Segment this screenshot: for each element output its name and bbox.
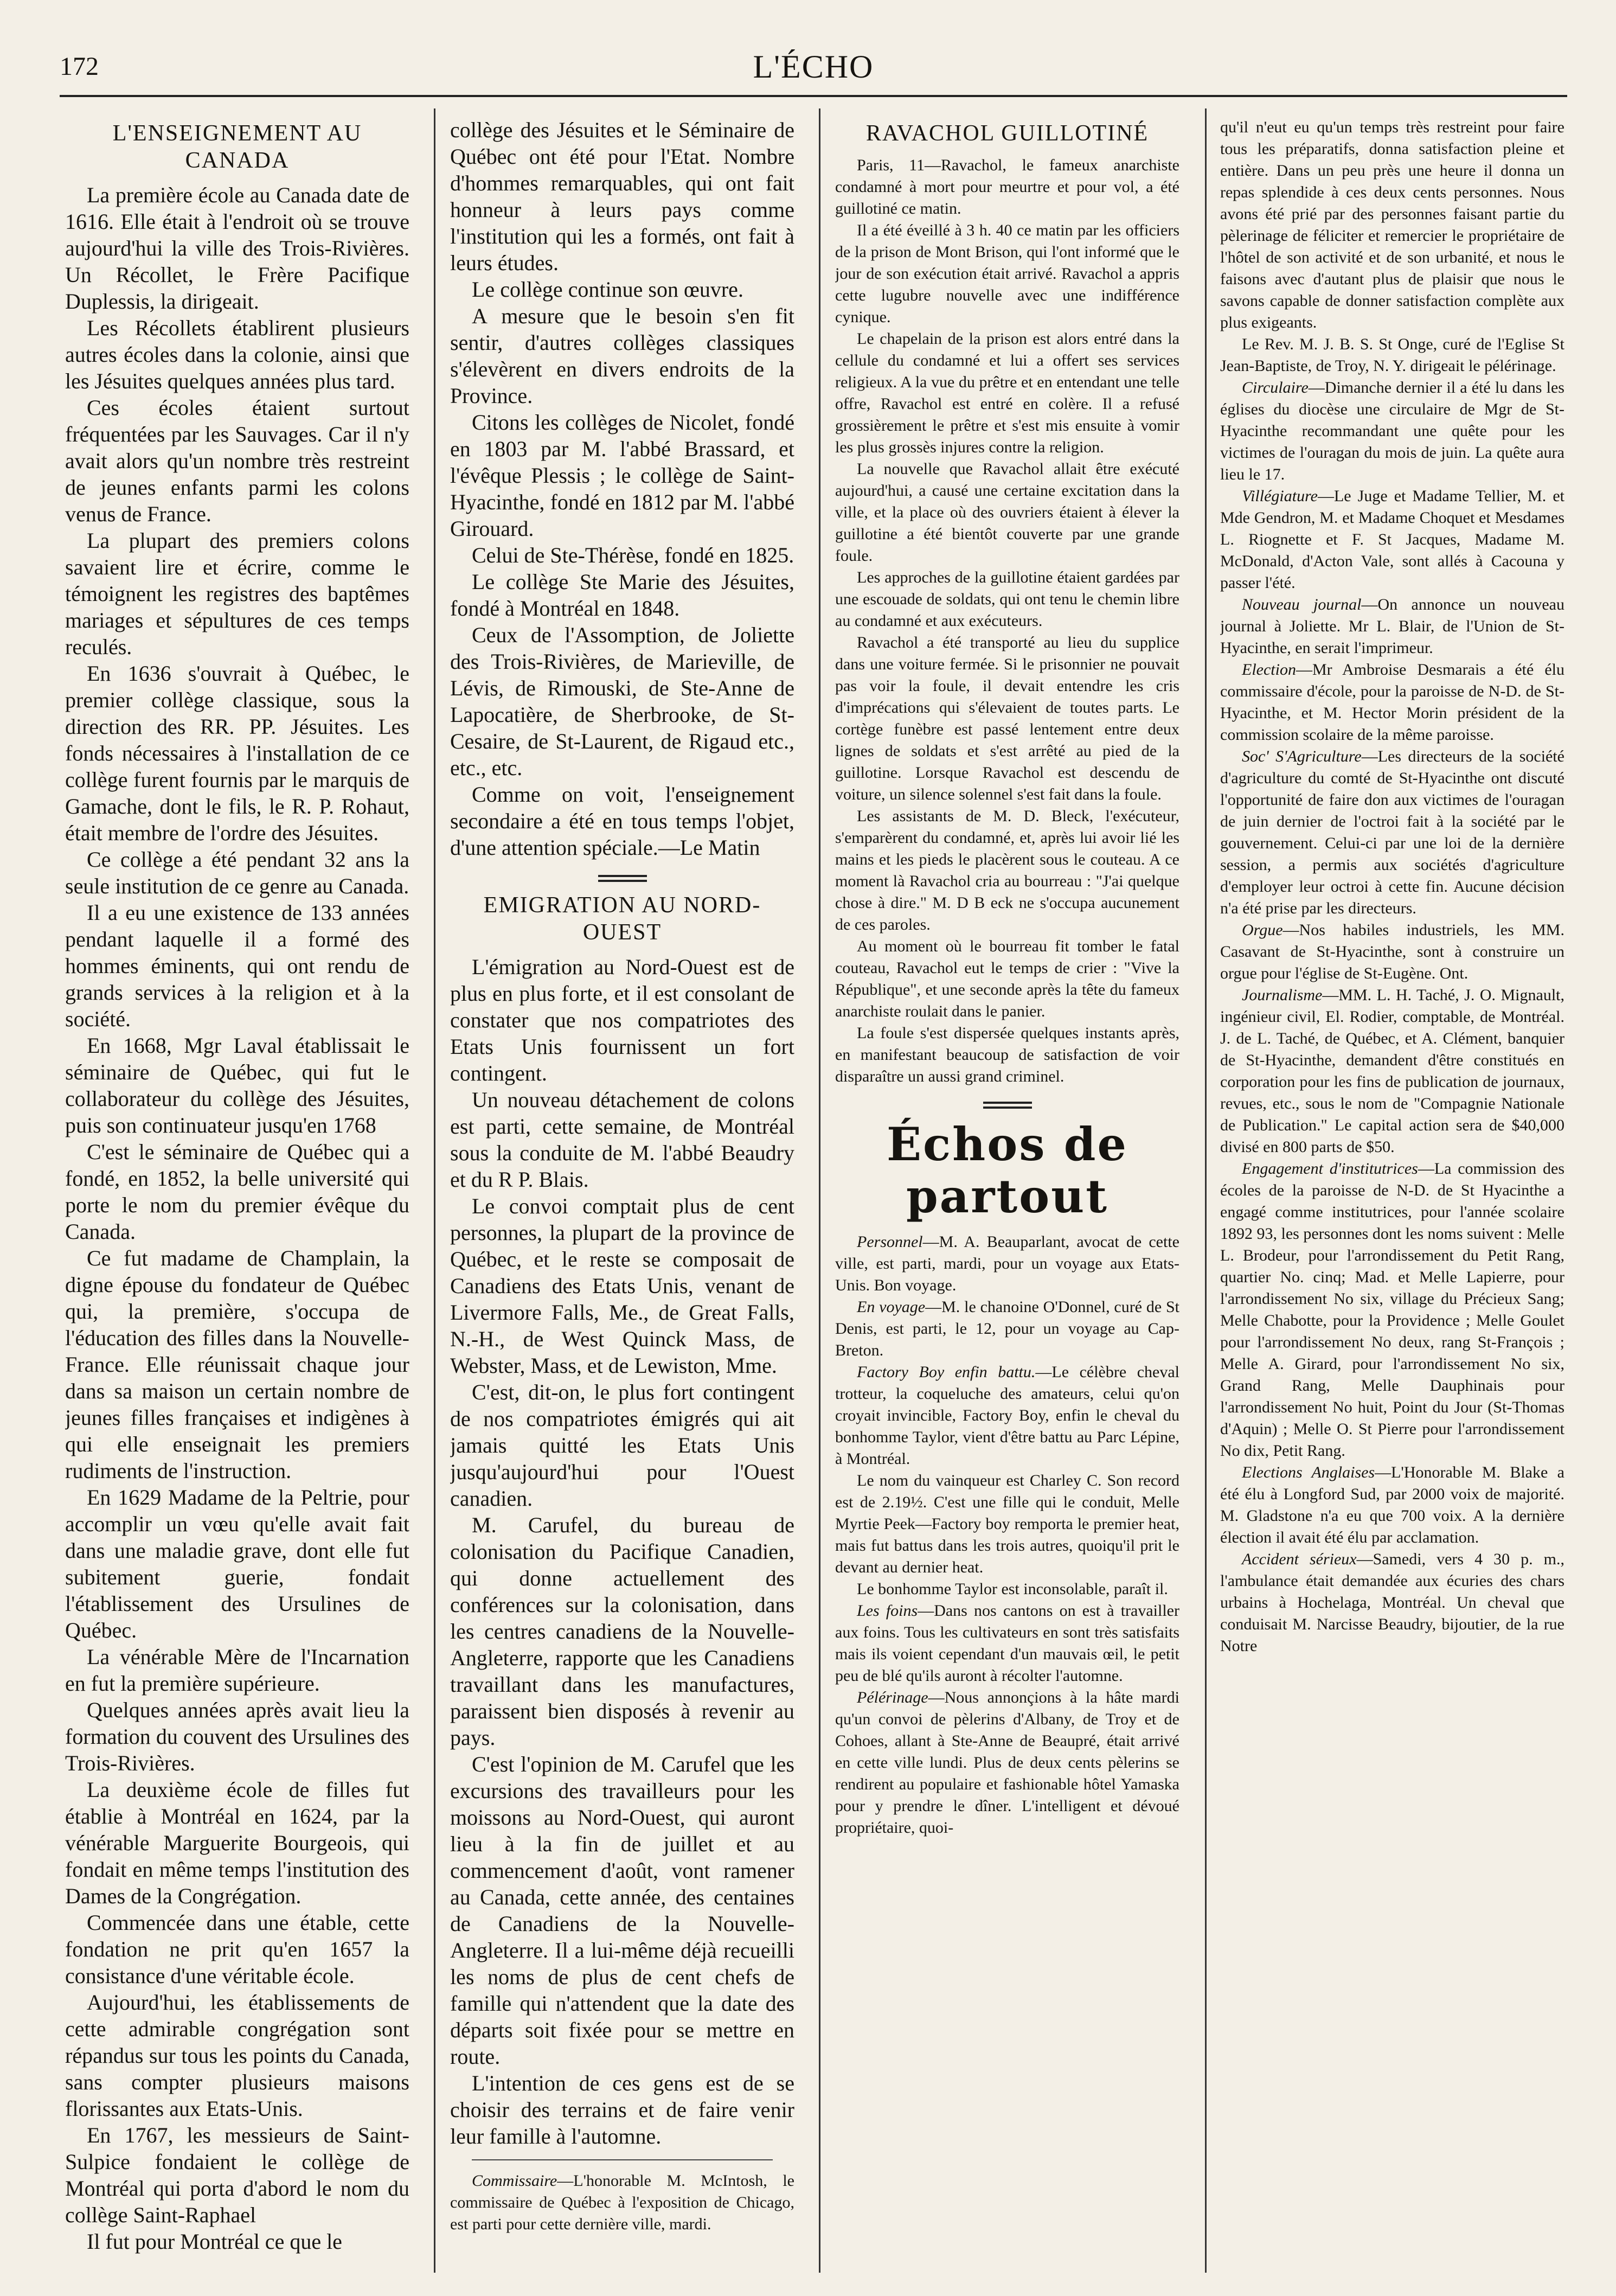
- paragraph: Citons les collèges de Nicolet, fondé en 1803 par M. l'abbé Brassard, et l'évêque Plessis ; le collège de Saint-Hyacinthe, fondé en 1812 par M. l'abbé Girouard.: [450, 410, 794, 541]
- item-lead: Orgue: [1242, 921, 1283, 939]
- item-lead: Accident sérieux: [1242, 1550, 1357, 1568]
- item-text: —Le célèbre cheval trotteur, la coqueluche des amateurs, celui qu'on croyait invincible, Factory Boy, enfin le cheval du bonhomme Taylor, vient d'être battu au Parc Lépine, à Montréal.: [835, 1363, 1179, 1468]
- paragraph: La vénérable Mère de l'Incarnation en fut la première supérieure.: [65, 1645, 409, 1696]
- news-item: [835, 1578, 1179, 1600]
- article-body: [65, 182, 409, 2255]
- column-rule: [1205, 108, 1207, 2273]
- news-item: [1220, 1158, 1564, 1462]
- paragraph: Ceux de l'Assomption, de Joliette des Trois-Rivières, de Marieville, de Lévis, de Rimouski, de Ste-Anne de Lapocatière, de Sherbrooke, de St-Cesaire, de St-Laurent, de Rigaud etc., etc., etc.: [450, 623, 794, 780]
- news-item: [1220, 117, 1564, 334]
- item-lead: Les foins: [857, 1602, 918, 1620]
- item-lead: Elections Anglaises: [1242, 1463, 1375, 1481]
- news-item: [1220, 984, 1564, 1158]
- paragraph: Ravachol a été transporté au lieu du supplice dans une voiture fermée. Si le prisonnier ne pouvait pas voir la foule, il devait entendre les cris d'imprécations qui s'élevaient de toutes parts. Le cortège funèbre est passé lentement entre deux lignes de soldats et s'est arrêté au pied de la guillotine. Lorsque Ravachol est descendu de voiture, un silence solennel s'est fait dans la foule.: [835, 634, 1179, 803]
- news-item: [1220, 919, 1564, 984]
- news-item: [1220, 485, 1564, 594]
- news-item: [835, 1231, 1179, 1296]
- item-lead: Journalisme: [1242, 986, 1323, 1004]
- news-item: [835, 1296, 1179, 1361]
- news-item: [1220, 1462, 1564, 1549]
- item-text: —Nos habiles industriels, les MM. Casavant de St-Hyacinthe, sont à construire un orgue pour l'église de St-Eugène. Ont.: [1220, 921, 1564, 982]
- paragraph: Ce fut madame de Champlain, la digne épouse du fondateur de Québec qui, la première, s'occupa de l'éducation des filles dans la Nouvelle-France. Elle réunissait chaque jour dans sa maison un certain nombre de jeunes filles françaises et indigènes à qui elle enseignait les premiers rudiments de l'instruction.: [65, 1246, 409, 1483]
- item-lead: Nouveau journal: [1242, 596, 1362, 613]
- news-item: [1220, 659, 1564, 746]
- news-item: [1220, 334, 1564, 377]
- paragraph: La deuxième école de filles fut établie à Montréal en 1624, par la vénérable Marguerite Bourgeois, qui fondait en même temps l'institution des Dames de la Congrégation.: [65, 1777, 409, 1908]
- item-lead: Soc' S'Agriculture: [1242, 747, 1362, 765]
- paragraph: Le collège continue son œuvre.: [472, 277, 743, 302]
- item-text: Le bonhomme Taylor est inconsolable, paraît il.: [857, 1580, 1168, 1598]
- news-item: [835, 1361, 1179, 1470]
- item-text: Le nom du vainqueur est Charley C. Son record est de 2.19½. C'est une fille qui le conduit, Melle Myrtie Peek—Factory boy remporta le premier heat, mais fut battus dans les trois autres, quoiqu'il prit le devant au dernier heat.: [835, 1472, 1179, 1576]
- column-2: [450, 117, 794, 2265]
- paragraph: Les Récollets établirent plusieurs autres écoles dans la colonie, ainsi que les Jésuites quelques années plus tard.: [65, 316, 409, 393]
- item-text: Le Rev. M. J. B. S. St Onge, curé de l'Eglise St Jean-Baptiste, de Troy, N. Y. dirigeait le pélérinage.: [1220, 335, 1564, 375]
- paragraph: Il a été éveillé à 3 h. 40 ce matin par les officiers de la prison de Mont Brison, qui l'ont informé que le jour de son exécution était arrivé. Ravachol a appris cette lugubre nouvelle avec une indifférence cynique.: [835, 221, 1179, 326]
- news-item: [1220, 377, 1564, 485]
- paragraph: La première école au Canada date de 1616. Elle était à l'endroit où se trouve aujourd'hui la ville des Trois-Rivières. Un Récollet, le Frère Pacifique Duplessis, la dirigeait.: [65, 183, 409, 314]
- item-lead: Factory Boy enfin battu.: [857, 1363, 1036, 1381]
- paragraph: Le convoi comptait plus de cent personnes, la plupart de la province de Québec, et le reste se composait de Canadiens des Etats Unis, venant de Livermore Falls, Me., de Great Falls, N.-H., de West Quinck Mass, de Webster, Mass, et de Lewiston, Mme.: [450, 1194, 794, 1378]
- item-text: —Nous annonçions à la hâte mardi qu'un convoi de pèlerins d'Albany, de Troy et de Cohoes, allant à Ste-Anne de Beaupré, était arrivé en cette ville lundi. Plus de deux cents pèlerins se rendirent au populaire et fashionable hôtel Yamaska pour y prendre le dîner. L'intelligent et dévoué propriétaire, quoi-: [835, 1689, 1179, 1837]
- item-lead: Pélérinage: [857, 1689, 928, 1706]
- paragraph: En 1767, les messieurs de Saint-Sulpice fondaient le collège de Montréal qui porta d'abord le nom du collège Saint-Raphael: [65, 2123, 409, 2227]
- item-text: —Dans nos cantons on est à travailler aux foins. Tous les cultivateurs en sont très satisfaits mais ils voient cependant d'un mauvais œil, le petit peu de blé qu'ils auront à récolter l'automne.: [835, 1602, 1179, 1685]
- item-lead: Engagement d'institutrices: [1242, 1160, 1418, 1178]
- article-title: L'ENSEIGNEMENT AU CANADA: [112, 121, 362, 173]
- item-text: —M. le chanoine O'Donnel, curé de St Denis, est parti, le 12, pour un voyage au Cap-Breton.: [835, 1298, 1179, 1359]
- paragraph: En 1668, Mgr Laval établissait le séminaire de Québec, qui fut le collaborateur du collège des Jésuites, puis son continuateur jusqu'en 1768: [65, 1033, 409, 1137]
- item-text: qu'il n'eut eu qu'un temps très restreint pour faire tous les préparatifs, donna satisfaction pleine et entière. Dans un peu près une heure il donna un repas splendide à ces deux cents personnes. Nous avons été prié par des personnes faisant partie du pèlerinage de féliciter et remercier le propriétaire de l'hôtel de son activité et de son urbanité, et nous le faisons avec d'autant plus de plaisir que nous le savons capable de donner satisfaction complète aux plus exigeants.: [1220, 118, 1564, 331]
- item-lead: Commissaire: [472, 2172, 557, 2190]
- article-title: RAVACHOL GUILLOTINÉ: [865, 121, 1149, 146]
- paragraph: Au moment où le bourreau fit tomber le fatal couteau, Ravachol eut le temps de crier : "Vive la République", et une seconde après la tête du fameux anarchiste roulait dans le panier.: [835, 937, 1179, 1020]
- paragraph: L'intention de ces gens est de se choisir des terrains et de faire venir leur famille à l'automne.: [450, 2071, 794, 2148]
- paragraph: En 1636 s'ouvrait à Québec, le premier collège classique, sous la direction des RR. PP. Jésuites. Les fonds nécessaires à l'installation de ce collège furent fournis par le marquis de Gamache, dont le fils, le R. P. Rohaut, était membre de l'ordre des Jésuites.: [65, 661, 409, 845]
- news-item: [835, 1687, 1179, 1839]
- column-rule: [434, 108, 435, 2273]
- item-lead: Personnel: [857, 1233, 923, 1251]
- article-title: EMIGRATION AU NORD-OUEST: [483, 893, 761, 945]
- news-item: [1220, 746, 1564, 919]
- section-title: Échos de partout: [887, 1117, 1128, 1223]
- item-text: —Samedi, vers 4 30 p. m., l'ambulance était demandée aux écuries des chars urbains à Hochelaga, Montréal. Un cheval que conduisait M. Narcisse Beaudry, bijoutier, de la rue Notre: [1220, 1550, 1564, 1655]
- item-text: —M. A. Beauparlant, avocat de cette ville, est parti, mardi, pour un voyage aux Etats-Unis. Bon voyage.: [835, 1233, 1179, 1294]
- item-lead: Circulaire: [1242, 379, 1309, 396]
- paragraph: Le chapelain de la prison est alors entré dans la cellule du condamné et lui a offert ses services religieux. A la vue du prêtre et en entendant une telle offre, Ravachol est entré en colère. Il a refusé grossièrement le prêtre et s'est mis ensuite à vomir les plus grossès injures contre la religion.: [835, 330, 1179, 456]
- article-body: [450, 117, 794, 861]
- paragraph: C'est le séminaire de Québec qui a fondé, en 1852, la belle université qui porte le nom du premier évêque du Canada.: [65, 1140, 409, 1244]
- column-1: [65, 117, 409, 2265]
- paragraph: La foule s'est dispersée quelques instants après, en manifestant beaucoup de satisfaction de voir disparaître un aussi grand criminel.: [835, 1024, 1179, 1085]
- column-rule: [819, 108, 820, 2273]
- paragraph: C'est, dit-on, le plus fort contingent de nos compatriotes émigrés qui ait jamais quitté les Etats Unis jusqu'aujourd'hui pour l'Ouest canadien.: [450, 1380, 794, 1511]
- paragraph: La plupart des premiers colons savaient lire et écrire, comme le témoignent les registres des baptêmes mariages et sépultures de ces temps reculés.: [65, 528, 409, 659]
- paragraph: Il fut pour Montréal ce que le: [87, 2229, 342, 2254]
- paragraph: La nouvelle que Ravachol allait être exécuté aujourd'hui, a causé une certaine excitation dans la ville, et la place où des ouvriers étaient à élever la guillotine a été bientôt couverte par une grande foule.: [835, 460, 1179, 565]
- item-lead: Election: [1242, 661, 1296, 679]
- newspaper-title: L'ÉCHO: [753, 49, 874, 85]
- news-item: [1220, 1549, 1564, 1657]
- paragraph: Comme on voit, l'enseignement secondaire a été en tous temps l'objet, d'une attention spéciale.—Le Matin: [450, 782, 794, 860]
- article-separator: [598, 875, 647, 882]
- paragraph: Aujourd'hui, les établissements de cette admirable congrégation sont répandus sur tous les points du Canada, sans compter plusieurs maisons florissantes aux Etats-Unis.: [65, 1990, 409, 2121]
- paragraph: Ces écoles étaient surtout fréquentées par les Sauvages. Car il n'y avait alors qu'un nombre très restreint de jeunes enfants parmi les colons venus de France.: [65, 395, 409, 526]
- item-text: —L'Honorable M. Blake a été élu à Longford Sud, par 2000 voix de majorité. M. Gladstone n'a eu que 700 voix. A la dernière élection il avait été élu par acclamation.: [1220, 1463, 1564, 1546]
- item-text: —On annonce un nouveau journal à Joliette. Mr L. Blair, de l'Union de St-Hyacinthe, en serait l'imprimeur.: [1220, 596, 1564, 657]
- paragraph: Les assistants de M. D. Bleck, l'exécuteur, s'emparèrent du condamné, et, après lui avoir lié les mains et les pieds le placèrent sous le couteau. A ce moment là Ravachol cria au bourreau : "J'ai quelque chose à dire." M. D B eck ne s'occupa aucunement de ces paroles.: [835, 807, 1179, 933]
- paragraph: Le collège Ste Marie des Jésuites, fondé à Montréal en 1848.: [450, 570, 794, 621]
- paragraph: Paris, 11—Ravachol, le fameux anarchiste condamné à mort pour meurtre et pour vol, a été guillotiné ce matin.: [835, 156, 1179, 218]
- paragraph: En 1629 Madame de la Peltrie, pour accomplir un vœu qu'elle avait fait dans une maladie grave, dont elle fut subitement guerie, fondait l'établissement des Ursulines de Québec.: [65, 1485, 409, 1642]
- paragraph: C'est l'opinion de M. Carufel que les excursions des travailleurs pour les moissons au Nord-Ouest, qui auront lieu à la fin de juillet et au commencement d'août, vont ramener au Canada, cette année, des centaines de Canadiens de la Nouvelle-Angleterre. Il a lui-même déjà recueilli les noms de plus de cent chefs de famille qui n'attendent que la date des départs soit fixée pour se mettre en route.: [450, 1752, 794, 2069]
- paragraph: Il a eu une existence de 133 années pendant laquelle il a formé des hommes éminents, qui ont rendu de grands services à la religion et à la société.: [65, 900, 409, 1031]
- item-text: —Dimanche dernier il a été lu dans les églises du diocèse une circulaire de Mgr de St-Hyacinthe recommandant une quête pour les victimes de l'ouragan du mois de juin. La quête aura lieu le 17.: [1220, 379, 1564, 483]
- paragraph: A mesure que le besoin s'en fit sentir, d'autres collèges classiques s'élevèrent en divers endroits de la Province.: [450, 304, 794, 408]
- page-number: 172: [60, 52, 99, 81]
- item-text: —Les directeurs de la société d'agriculture du comté de St-Hyacinthe ont discuté l'opportunité de faire don aux victimes de l'ouragan de juin dernier de l'octroi fait à la société par le gouvernement. Celui-ci par une loi de la dernière session, a permis aux sociétés d'agriculture d'employer leur octroi à cette fin. Aucune décision n'a été prise par les directeurs.: [1220, 747, 1564, 917]
- divider: [472, 2159, 773, 2160]
- news-item: [835, 1600, 1179, 1687]
- item-text: —MM. L. H. Taché, J. O. Mignault, ingénieur civil, El. Rodier, comptable, de Montréal. J. de L. Taché, de Québec, et A. Clément, banquier de St-Hyacinthe, demandent d'être constitués en corporation pour les fins de publication de journaux, revues, etc., sous le nom de "Compagnie Nationale de Publication." Le capital action sera de $40,000 divisé en 800 parts de $50.: [1220, 986, 1564, 1156]
- news-item: [450, 2170, 794, 2235]
- paragraph: Celui de Ste-Thérèse, fondé en 1825.: [472, 543, 794, 567]
- item-text: —Mr Ambroise Desmarais a été élu commissaire d'école, pour la paroisse de N-D. de St-Hyacinthe, et M. Hector Morin président de la commission scolaire de la même paroisse.: [1220, 661, 1564, 744]
- paragraph: Commencée dans une étable, cette fondation ne prit qu'en 1657 la consistance d'une véritable école.: [65, 1910, 409, 1988]
- paragraph: Quelques années après avait lieu la formation du couvent des Ursulines des Trois-Rivières.: [65, 1698, 409, 1775]
- paragraph: collège des Jésuites et le Séminaire de Québec ont été pour l'Etat. Nombre d'hommes remarquables, qui ont fait honneur à leurs pays comme l'institution qui les a formés, ont fait à leurs études.: [450, 118, 794, 275]
- column-4: [1220, 117, 1564, 2265]
- item-text: —L'honorable M. McIntosh, le commissaire de Québec à l'exposition de Chicago, est parti pour cette dernière ville, mardi.: [450, 2172, 794, 2233]
- article-body: [450, 954, 794, 2150]
- paragraph: M. Carufel, du bureau de colonisation du Pacifique Canadien, qui donne actuellement des conférences sur la colonisation, dans les centres canadiens de la Nouvelle-Angleterre, rapporte que les Canadiens travaillant dans les manufactures, paraissent bien disposés à revenir au pays.: [450, 1513, 794, 1750]
- news-item: [1220, 594, 1564, 659]
- masthead: [60, 49, 1567, 85]
- article-separator: [983, 1102, 1032, 1109]
- item-text: —La commission des écoles de la paroisse de N-D. de St Hyacinthe a engagé comme institutrices, pour l'année scolaire 1892 93, les personnes dont les noms suivent : Melle L. Brodeur, pour l'arrondissement du Petit Rang, quartier No. cinq; Mad. et Melle Lapierre, pour l'arrondissement No six, village du Précieux Sang; Melle Chabotte, pour la Providence ; Melle Goulet pour l'arrondissement No deux, rang St-François ; Melle A. Girard, pour l'arrondissement No six, Grand Rang, Melle Dauphinais pour l'arrondissement No huit, Point du Jour (St-Thomas d'Aquin) ; Melle O. St Pierre pour l'arrondissement No dix, Petit Rang.: [1220, 1160, 1564, 1460]
- news-items: [1220, 117, 1564, 1657]
- article-body: [835, 155, 1179, 1088]
- news-items: [835, 1231, 1179, 1839]
- masthead-rule: [60, 95, 1567, 97]
- news-item: [835, 1470, 1179, 1578]
- item-text: —Le Juge et Madame Tellier, M. et Mde Gendron, M. et Madame Choquet et Mesdames L. Riognette et F. St Jacques, Madame M. McDonald, d'Acton Vale, sont allés à Cacouna y passer l'été.: [1220, 487, 1564, 592]
- column-3: [835, 117, 1179, 2265]
- paragraph: Les approches de la guillotine étaient gardées par une escouade de soldats, qui ont tenu le chemin libre au condamné et aux exécuteurs.: [835, 568, 1179, 630]
- paragraph: Un nouveau détachement de colons est parti, cette semaine, de Montréal sous la conduite de M. l'abbé Beaudry et du R P. Blais.: [450, 1088, 794, 1192]
- paragraph: L'émigration au Nord-Ouest est de plus en plus forte, et il est consolant de constater que nos compatriotes des Etats Unis fournissent un fort contingent.: [450, 955, 794, 1085]
- item-lead: En voyage: [857, 1298, 926, 1316]
- item-lead: Villégiature: [1242, 487, 1318, 505]
- paragraph: Ce collège a été pendant 32 ans la seule institution de ce genre au Canada.: [65, 847, 409, 898]
